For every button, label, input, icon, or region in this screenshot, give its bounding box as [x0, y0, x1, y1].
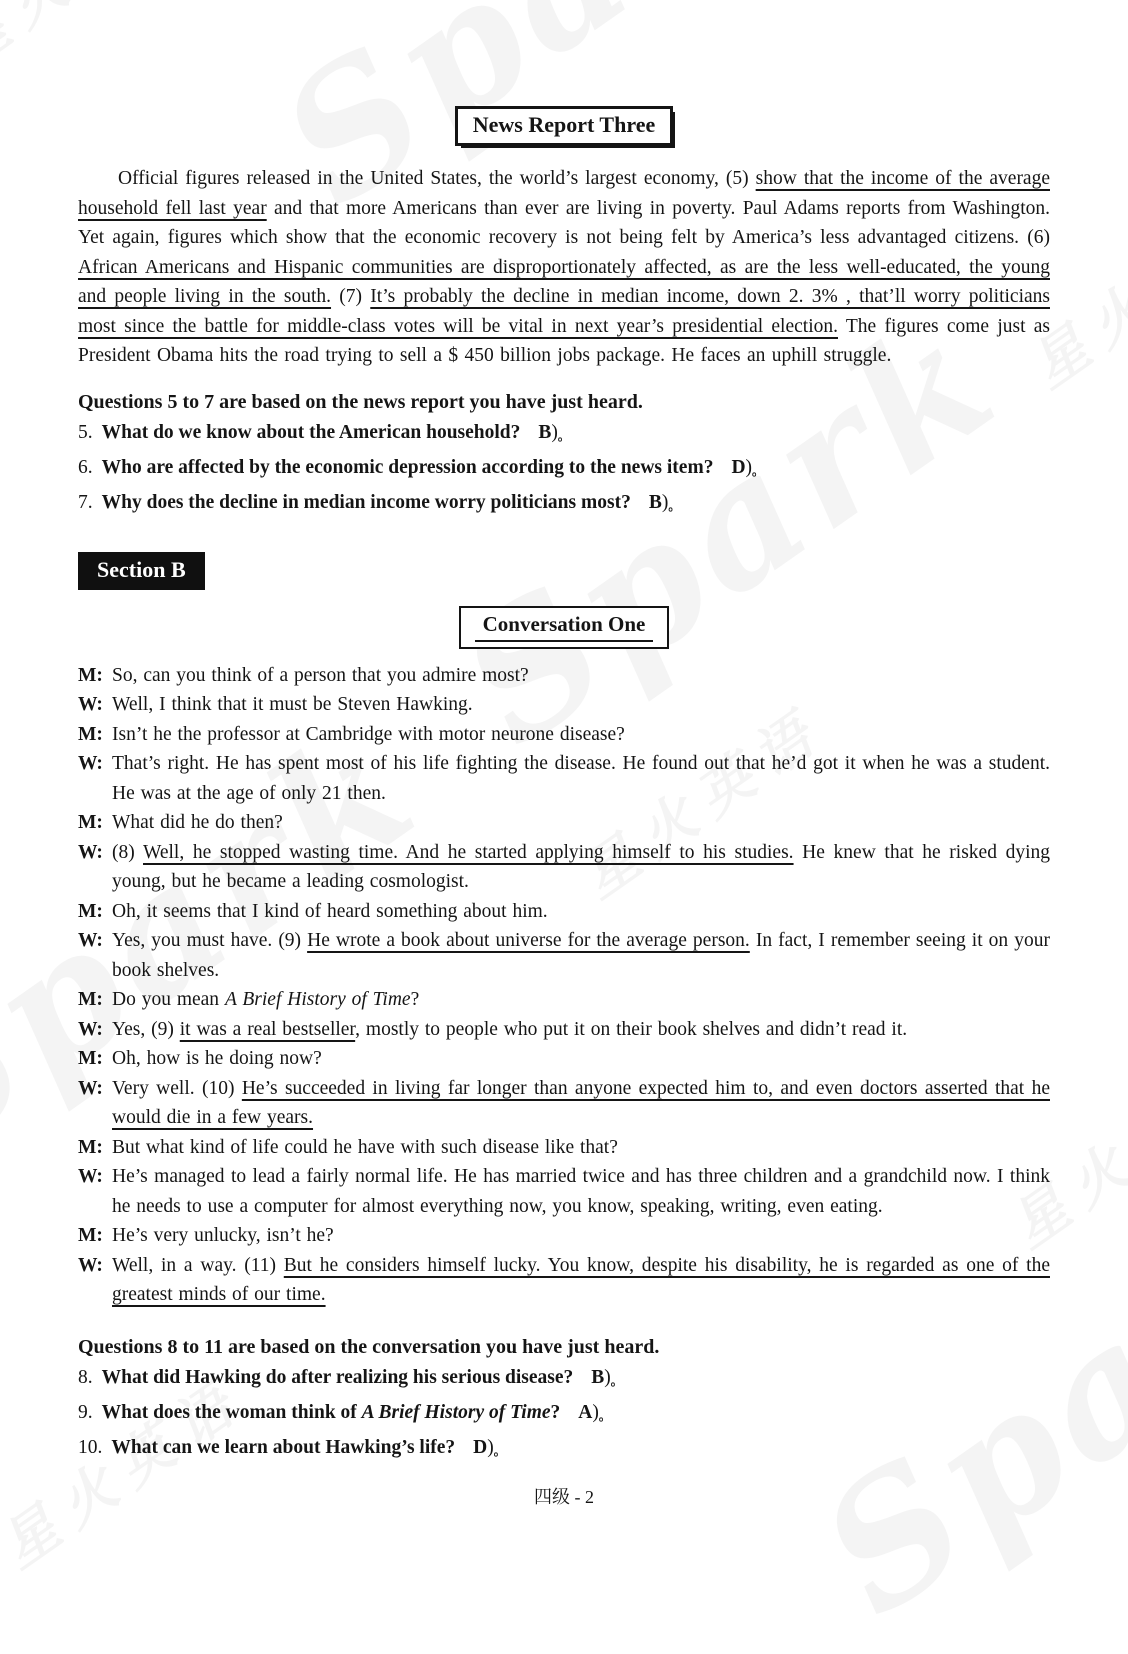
speaker-label: W: [78, 753, 103, 774]
dialogue-line [78, 720, 1050, 750]
answer-paren: ) [592, 1401, 599, 1423]
answer-letter: D)。 [731, 456, 765, 478]
dialogue-text [112, 690, 1050, 720]
speaker-label: M: [78, 900, 103, 922]
dialogue-line [78, 1221, 1050, 1251]
question-number: 9. [78, 1401, 93, 1423]
text-segment: But what kind of life could he have with such disease like that? [112, 1136, 618, 1158]
text-segment: (7) [331, 286, 371, 307]
answer-letter: B)。 [538, 421, 570, 443]
answer-paren: ) [745, 456, 753, 478]
page-footer: 四级 - 2 [534, 1486, 594, 1507]
text-segment: But he considers himself lucky. You know, despite his disability, he is regarded as one of the greatest minds of our time. [112, 1254, 1050, 1305]
dialogue-text [112, 985, 1050, 1015]
speaker-label: M: [78, 723, 103, 745]
dialogue-line [78, 1251, 1050, 1310]
text-segment: ? [550, 1401, 561, 1423]
text-segment: What did Hawking do after realizing his serious disease? [101, 1366, 574, 1388]
dialogue-text [112, 720, 1050, 750]
speaker-label: W: [78, 694, 103, 715]
answer-mark: 。 [668, 498, 681, 513]
speaker-label: W: [78, 1018, 103, 1040]
text-segment: In fact, I remember seeing it on your book shelves. [112, 930, 1050, 981]
dialogue-line [78, 926, 1050, 985]
text-segment: Official figures released in the United States, the world’s largest economy, (5) [118, 168, 756, 189]
speaker-label: W: [78, 1166, 103, 1187]
question-text [102, 1362, 574, 1393]
text-segment: What did he do then? [112, 812, 283, 833]
dialogue-line [78, 1074, 1050, 1133]
dialogue-line [78, 690, 1050, 720]
text-segment: It’s probably the decline in median income, down 2. 3% , that’ll worry politicians most since the battle for middle-class votes will be vital in next year’s presidential election. [78, 286, 1050, 337]
dialogue-text [112, 808, 1050, 838]
text-segment: it was a real bestseller [179, 1018, 356, 1040]
text-segment: ? [410, 989, 420, 1010]
dialogue-line [78, 661, 1050, 691]
question-row [78, 417, 1050, 452]
conv-questions-header: Questions 8 to 11 are based on the conversation you have just heard. [78, 1335, 660, 1358]
question-number: 5. [78, 421, 93, 443]
dialogue-line [78, 1044, 1050, 1074]
speaker-label: M: [78, 812, 103, 833]
text-segment: The figures come just as President Obama hits the road trying to sell a $ 450 billion jobs package. He faces an uphill struggle. [78, 315, 1050, 366]
dialogue-line [78, 985, 1050, 1015]
dialogue-text [112, 926, 1050, 985]
text-segment: A Brief History of Time [224, 989, 411, 1010]
dialogue-line [78, 749, 1050, 808]
dialogue-text [112, 749, 1050, 808]
answer-mark: 。 [493, 1443, 506, 1458]
text-segment: Well, he stopped wasting time. And he started applying himself to his studies. [143, 841, 794, 863]
speaker-label: W: [78, 841, 103, 863]
dialogue-line [78, 838, 1050, 897]
text-segment: Why does the decline in median income worry politicians most? [101, 491, 631, 513]
question-number: 6. [78, 456, 93, 478]
text-segment: He knew that he risked dying young, but he became a leading cosmologist. [112, 841, 1050, 892]
text-segment: What can we learn about Hawking’s life? [111, 1436, 456, 1458]
text-segment: Who are affected by the economic depression according to the news item? [101, 456, 714, 478]
dialogue-line [78, 1133, 1050, 1163]
dialogue-line [78, 897, 1050, 927]
question-number: 10. [78, 1436, 103, 1458]
text-segment: , mostly to people who put it on their book shelves and didn’t read it. [355, 1018, 908, 1040]
question-text [102, 417, 521, 448]
text-segment: Oh, it seems that I kind of heard something about him. [112, 900, 548, 922]
question-text [111, 1432, 455, 1463]
news-questions-header: Questions 5 to 7 are based on the news report you have just heard. [78, 390, 643, 413]
news-questions-list [78, 417, 1050, 522]
dialogue-text [112, 1251, 1050, 1310]
answer-mark: 。 [598, 1408, 611, 1423]
conversation-title: Conversation One [475, 612, 654, 642]
question-text [102, 452, 714, 483]
answer-mark: 。 [610, 1373, 623, 1388]
speaker-label: M: [78, 1225, 103, 1246]
question-number: 8. [78, 1366, 93, 1388]
question-row [78, 1432, 1050, 1467]
conv-questions-list [78, 1362, 1050, 1467]
text-segment: Very well. (10) [112, 1077, 242, 1099]
dialogue [78, 661, 1050, 1310]
answer-paren: ) [661, 491, 669, 513]
section-b-label: Section B [78, 552, 205, 590]
question-row [78, 487, 1050, 522]
speaker-label: M: [78, 1136, 103, 1158]
answer-mark: 。 [752, 463, 765, 478]
answer-letter: B)。 [591, 1366, 623, 1388]
question-number: 7. [78, 491, 93, 513]
text-segment: He’s managed to lead a fairly normal life. He has married twice and has three children and a grandchild now. I think he needs to use a computer for almost everything now, you know, speaking, writing, even eating. [112, 1166, 1050, 1217]
news-report-title: News Report Three [455, 106, 674, 146]
dialogue-line [78, 1015, 1050, 1045]
answer-paren: ) [551, 421, 558, 443]
text-segment: Oh, how is he doing now? [112, 1048, 322, 1069]
dialogue-line [78, 808, 1050, 838]
news-report-paragraph [78, 164, 1050, 371]
text-segment: Well, I think that it must be Steven Hawking. [112, 694, 473, 715]
dialogue-text [112, 1015, 1050, 1045]
dialogue-text [112, 897, 1050, 927]
speaker-label: M: [78, 989, 103, 1010]
text-segment: Isn’t he the professor at Cambridge with motor neurone disease? [112, 723, 625, 745]
text-segment: show that the income of the average household fell last year [78, 168, 1050, 219]
speaker-label: W: [78, 1077, 103, 1099]
question-text [102, 487, 631, 518]
text-segment: (8) [112, 841, 144, 863]
speaker-label: W: [78, 930, 103, 951]
question-row [78, 1397, 1050, 1432]
answer-mark: 。 [557, 428, 570, 443]
text-segment: A Brief History of Time [361, 1401, 551, 1423]
text-segment: African Americans and Hispanic communities are disproportionately affected, as are the less well-educated, the young and people living in the south. [78, 256, 1050, 307]
answer-paren: ) [604, 1366, 611, 1388]
question-text [102, 1397, 561, 1428]
answer-letter: B)。 [648, 491, 681, 513]
dialogue-text [112, 1162, 1050, 1221]
dialogue-text [112, 1074, 1050, 1133]
text-segment: He’s succeeded in living far longer than anyone expected him to, and even doctors asserted that he would die in a few years. [112, 1077, 1050, 1128]
text-segment: Yes, you must have. (9) [112, 930, 308, 951]
speaker-label: M: [78, 664, 103, 686]
answer-paren: ) [487, 1436, 494, 1458]
dialogue-text [112, 1221, 1050, 1251]
dialogue-text [112, 1044, 1050, 1074]
text-segment: What do we know about the American household? [101, 421, 521, 443]
question-row [78, 452, 1050, 487]
speaker-label: M: [78, 1048, 103, 1069]
speaker-label: W: [78, 1254, 103, 1276]
text-segment: That’s right. He has spent most of his life fighting the disease. He found out that he’d got it when he was a student. He was at the age of only 21 then. [112, 753, 1050, 804]
text-segment: Well, in a way. (11) [112, 1254, 284, 1276]
dialogue-text [112, 838, 1050, 897]
text-segment: Do you mean [112, 989, 225, 1010]
question-row [78, 1362, 1050, 1397]
text-segment: and that more Americans than ever are living in poverty. Paul Adams reports from Washington. Yet again, figures which show that the economic recovery is not being felt by America’s less advantaged citizens. (6) [78, 197, 1050, 248]
dialogue-text [112, 1133, 1050, 1163]
text-segment: He’s very unlucky, isn’t he? [112, 1225, 334, 1246]
answer-letter: D)。 [473, 1436, 506, 1458]
text-segment: What does the woman think of [101, 1401, 362, 1423]
dialogue-text [112, 661, 1050, 691]
text-segment: He wrote a book about universe for the average person. [307, 930, 750, 951]
text-segment: So, can you think of a person that you admire most? [112, 664, 529, 686]
answer-letter: A)。 [578, 1401, 611, 1423]
dialogue-line [78, 1162, 1050, 1221]
text-segment: Yes, (9) [112, 1018, 180, 1040]
conversation-title-box [459, 606, 670, 649]
